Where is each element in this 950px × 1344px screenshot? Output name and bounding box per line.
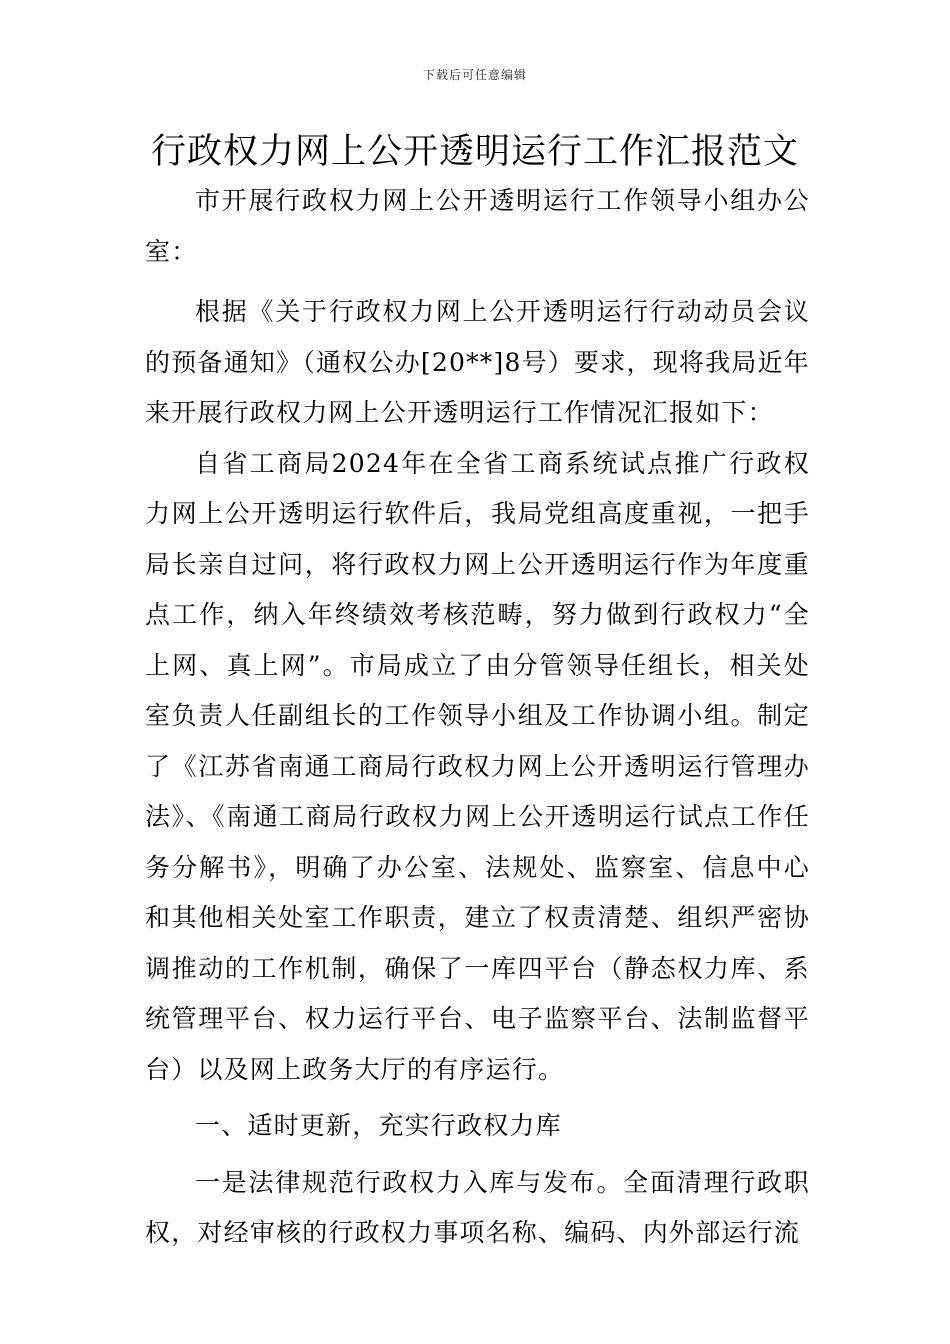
document-title: 行政权力网上公开透明运行工作汇报范文 — [150, 132, 799, 172]
paragraph-2: 自省工商局2024年在全省工商系统试点推广行政权力网上公开透明运行软件后，我局党组高度重视，一把手局长亲自过问，将行政权力网上公开透明运行作为年度重点工作，纳入年终绩效考核范畴，努力做到行政权力“全上网、真上网”。市局成立了由分管领导任组长，相关处室负责人任副组长的工作领导小组及工作协调小组。制定了《江苏省南通工商局行政权力网上公开透明运行管理办法》、《南通工商局行政权力网上公开透明运行试点工作任务分解书》，明确了办公室、法规处、监察室、信息中心和其他相关处室工作职责，建立了权责清楚、组织严密协调推动的工作机制，确保了一库四平台（静态权力库、系统管理平台、权力运行平台、电子监察平台、法制监督平台）以及网上政务大厅的有序运行。 — [145, 448, 810, 1084]
salutation: 市开展行政权力网上公开透明运行工作领导小组办公室： — [145, 186, 810, 266]
document-body — [145, 176, 810, 1259]
page-header-note: 下载后可任意编辑 — [422, 68, 527, 82]
paragraph-3: 一是法律规范行政权力入库与发布。全面清理行政职权，对经审核的行政权力事项名称、编码、内外部运行流 — [145, 1167, 810, 1247]
section-heading-1: 一、适时更新，充实行政权力库 — [195, 1111, 562, 1140]
paragraph-1: 根据《关于行政权力网上公开透明运行行动动员会议的预备通知》（通权公办[20**]8号）要求，现将我局近年来开展行政权力网上公开透明运行工作情况汇报如下： — [145, 297, 810, 427]
